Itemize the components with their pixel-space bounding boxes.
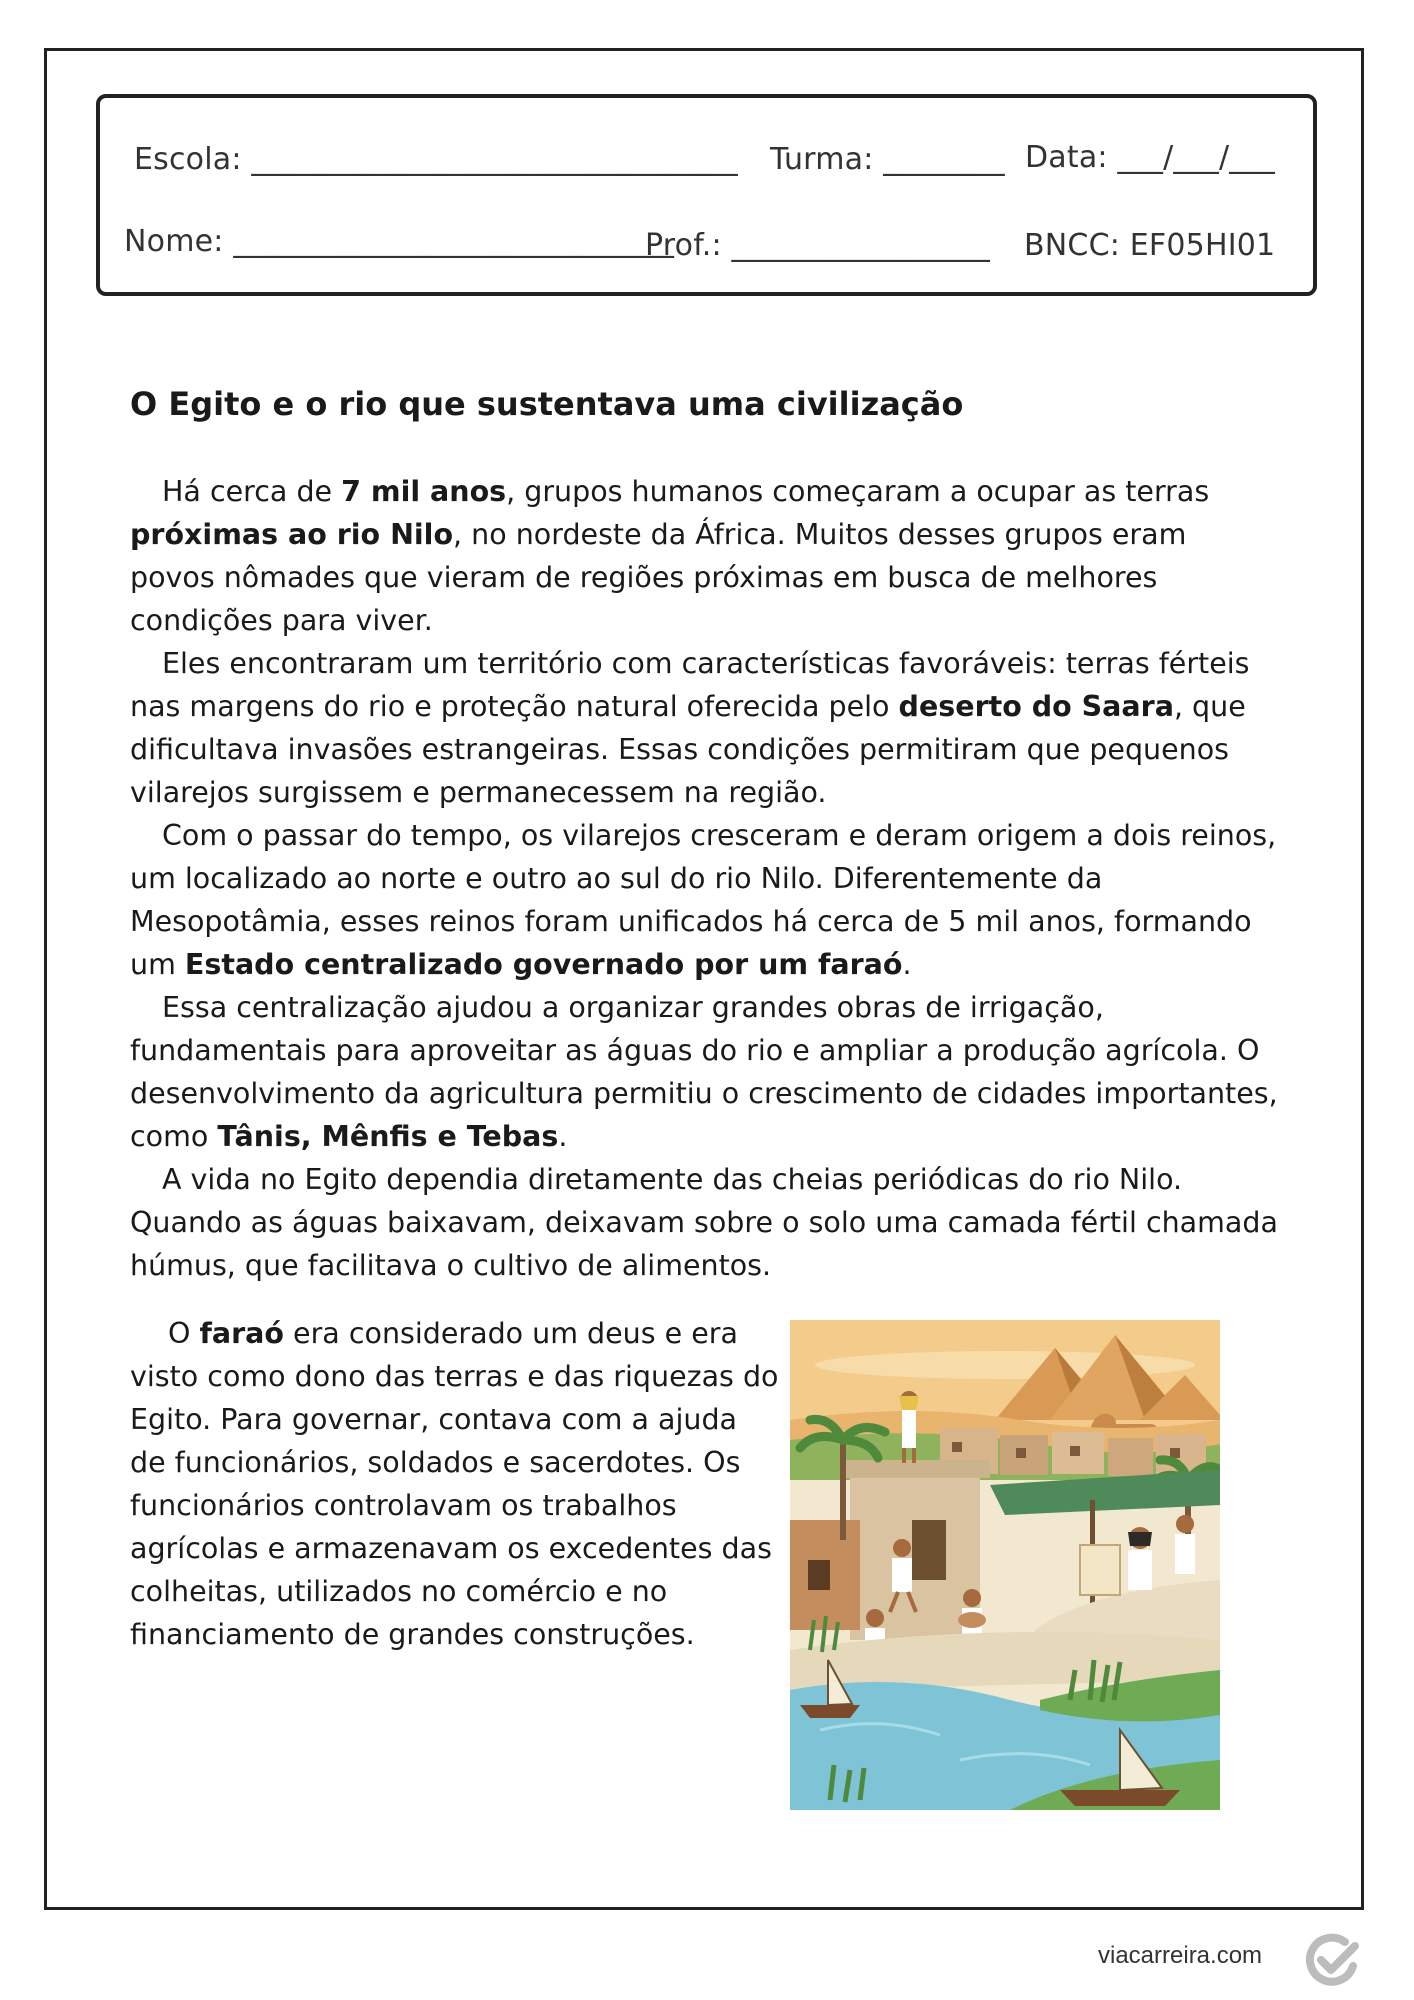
ancient-egypt-nile-illustration bbox=[790, 1320, 1220, 1810]
page-title: O Egito e o rio que sustentava uma civilização bbox=[130, 385, 964, 423]
date-field[interactable]: Data: ___/___/___ bbox=[1025, 140, 1275, 175]
paragraph-5: A vida no Egito dependia diretamente das cheias periódicas do rio Nilo. Quando as águas baixavam, deixavam sobre o solo uma camada fértil chamada húmus, que facilitava o cultivo de alimentos. bbox=[130, 1163, 1278, 1282]
pharaoh-text bbox=[130, 1312, 780, 1656]
footer-site[interactable]: viacarreira.com bbox=[1098, 1942, 1263, 1969]
student-info-header bbox=[96, 94, 1317, 296]
paragraph-6: O faraó era considerado um deus e era visto como dono das terras e das riquezas do Egito. Para governar, contava com a ajuda de funcionários, soldados e sacerdotes. Os funcionários controlavam os trabalhos agrícolas e armazenavam os excedentes das colheitas, utilizados no comércio e no financiamento de grandes construções. bbox=[130, 1317, 779, 1651]
paragraph-1: Há cerca de 7 mil anos, grupos humanos começaram a ocupar as terras próximas ao rio Nilo, no nordeste da África. Muitos desses grupos eram povos nômades que vieram de regiões próximas em busca de melhores condições para viver. bbox=[130, 475, 1210, 637]
paragraph-3: Com o passar do tempo, os vilarejos cresceram e deram origem a dois reinos, um localizado ao norte e outro ao sul do rio Nilo. Diferentemente da Mesopotâmia, esses reinos foram unificados há cerca de 5 mil anos, formando um Estado centralizado governado por um faraó. bbox=[130, 819, 1277, 981]
class-field[interactable]: Turma: ________ bbox=[770, 142, 1005, 177]
name-field[interactable]: Nome: _____________________________ bbox=[124, 224, 675, 259]
school-field[interactable]: Escola: ________________________________ bbox=[134, 142, 738, 177]
paragraph-2: Eles encontraram um território com características favoráveis: terras férteis nas margens do rio e proteção natural oferecida pelo deserto do Saara, que dificultava invasões estrangeiras. Essas condições permitiram que pequenos vilarejos surgissem e permanecessem na região. bbox=[130, 647, 1250, 809]
teacher-field[interactable]: Prof.: _________________ bbox=[645, 228, 990, 263]
bncc-code: BNCC: EF05HI01 bbox=[1024, 228, 1276, 263]
main-text bbox=[130, 470, 1280, 1287]
checkmark-logo-icon bbox=[1305, 1932, 1361, 1988]
paragraph-4: Essa centralização ajudou a organizar grandes obras de irrigação, fundamentais para aproveitar as águas do rio e ampliar a produção agrícola. O desenvolvimento da agricultura permitiu o crescimento de cidades importantes, como Tânis, Mênfis e Tebas. bbox=[130, 991, 1278, 1153]
